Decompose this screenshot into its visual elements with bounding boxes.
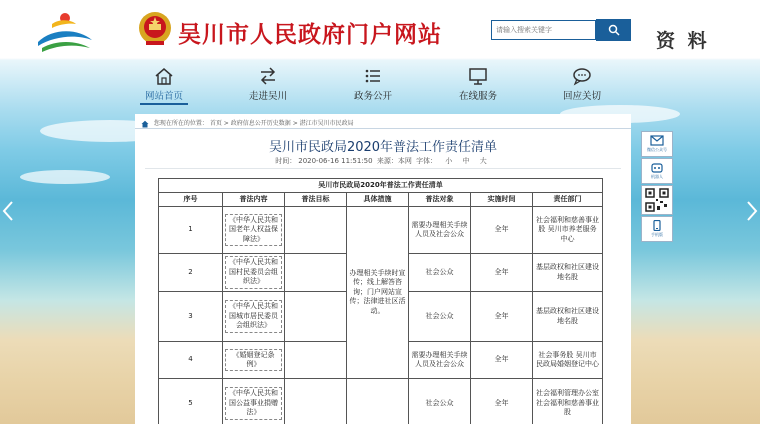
robot-icon xyxy=(650,162,664,173)
table-caption: 吴川市民政局2020年普法工作责任清单 xyxy=(159,179,603,193)
monitor-icon xyxy=(467,66,489,86)
site-header xyxy=(0,0,760,60)
law-name: 《婚姻登记条例》 xyxy=(225,349,282,372)
article-meta xyxy=(135,156,631,166)
search-icon xyxy=(608,24,620,36)
sidebar-item-label: 微信公众号 xyxy=(647,147,667,152)
cell-content xyxy=(223,379,285,424)
cell-dept: 基层政权和社区建设地名股 xyxy=(533,254,603,292)
nav-item-label: 网站首页 xyxy=(140,88,188,105)
site-logo[interactable] xyxy=(30,8,100,56)
cell-goal xyxy=(285,207,347,254)
meta-font-label: 字体： xyxy=(416,157,438,165)
cell-goal xyxy=(285,254,347,292)
font-size-large[interactable]: 大 xyxy=(479,157,487,165)
prev-arrow-icon[interactable] xyxy=(2,200,14,222)
qrcode-icon xyxy=(645,188,669,212)
national-emblem-icon xyxy=(138,11,172,47)
breadcrumb-link-bureau[interactable]: 湛江市吴川市民政局 xyxy=(299,120,354,127)
cell-time: 全年 xyxy=(471,207,533,254)
cell-time: 全年 xyxy=(471,342,533,379)
main-nav xyxy=(0,66,760,106)
article-title: 吴川市民政局2020年普法工作责任清单 xyxy=(268,140,498,155)
column-header: 具体措施 xyxy=(347,193,409,207)
breadcrumb xyxy=(141,118,354,128)
archive-badge: 资 料 xyxy=(656,30,710,52)
cell-dept: 社会福利和慈善事业股 吴川市养老服务中心 xyxy=(533,207,603,254)
divider xyxy=(135,128,631,129)
font-size-medium[interactable]: 中 xyxy=(462,157,470,165)
nav-item-home[interactable] xyxy=(140,66,188,105)
cell-target: 社会公众 xyxy=(409,254,471,292)
table-row xyxy=(159,207,603,254)
article-panel xyxy=(135,114,631,424)
cell-dept: 基层政权和社区建设地名股 xyxy=(533,292,603,342)
table-row xyxy=(159,379,603,424)
cell-no: 5 xyxy=(159,379,223,424)
cell-content xyxy=(223,207,285,254)
swap-icon xyxy=(257,66,279,86)
cell-content xyxy=(223,254,285,292)
phone-icon xyxy=(650,220,664,231)
law-name: 《中华人民共和国城市居民委员会组织法》 xyxy=(225,300,282,332)
cell-dept: 社会事务股 吴川市民政局婚姻登记中心 xyxy=(533,342,603,379)
column-header: 普法目标 xyxy=(285,193,347,207)
home-icon xyxy=(153,66,175,86)
nav-item-response[interactable] xyxy=(558,66,606,102)
meta-time-label: 时间： xyxy=(275,157,297,165)
mail-icon xyxy=(650,135,664,146)
cell-target: 需要办理相关手续人员及社会公众 xyxy=(409,342,471,379)
breadcrumb-separator: > xyxy=(292,120,298,127)
responsibility-table xyxy=(158,178,602,424)
sidebar-item-label: 手机版 xyxy=(651,232,663,237)
column-header: 普法对象 xyxy=(409,193,471,207)
meta-time: 2020-06-16 11:51:50 xyxy=(298,157,373,165)
cell-target: 需要办理相关手续人员及社会公众 xyxy=(409,207,471,254)
breadcrumb-prefix: 您现在所在的位置： xyxy=(153,120,208,127)
cell-time: 全年 xyxy=(471,379,533,424)
cell-measure: 办理相关手续时宣传；线上解答咨询；门户网站宣传；法律进社区活动。 xyxy=(347,207,409,379)
cell-target: 社会公众 xyxy=(409,379,471,424)
column-header: 实施时间 xyxy=(471,193,533,207)
law-name: 《中华人民共和国村民委员会组织法》 xyxy=(225,256,282,288)
cell-no: 4 xyxy=(159,342,223,379)
sidebar-item-qrcode[interactable] xyxy=(641,185,673,215)
list-icon xyxy=(362,66,384,86)
law-name: 《中华人民共和国公益事业捐赠法》 xyxy=(225,387,282,419)
nav-item-about[interactable] xyxy=(244,66,292,102)
cell-no: 2 xyxy=(159,254,223,292)
search-button[interactable] xyxy=(596,19,631,41)
nav-item-label: 走进吴川 xyxy=(248,91,287,102)
column-header: 序号 xyxy=(159,193,223,207)
site-title: 吴川市人民政府门户网站 xyxy=(178,22,442,48)
chat-icon xyxy=(571,66,593,86)
cell-no: 3 xyxy=(159,292,223,342)
column-header: 责任部门 xyxy=(533,193,603,207)
nav-item-label: 在线服务 xyxy=(458,91,497,102)
search-input[interactable] xyxy=(491,20,596,40)
column-header: 普法内容 xyxy=(223,193,285,207)
cell-measure xyxy=(347,379,409,424)
sidebar-item-mobile[interactable] xyxy=(641,216,673,242)
breadcrumb-link-home[interactable]: 首页 xyxy=(209,120,222,127)
cell-goal xyxy=(285,292,347,342)
nav-item-gov-open[interactable] xyxy=(349,66,397,102)
breadcrumb-separator: > xyxy=(223,120,229,127)
nav-item-label: 回应关切 xyxy=(562,91,601,102)
cell-content xyxy=(223,292,285,342)
law-name: 《中华人民共和国老年人权益保障法》 xyxy=(225,214,282,246)
cloud xyxy=(20,170,110,184)
divider xyxy=(145,168,621,169)
cell-no: 1 xyxy=(159,207,223,254)
table-header-row xyxy=(159,193,603,207)
floating-sidebar xyxy=(641,131,673,243)
home-icon xyxy=(141,120,149,128)
sidebar-item-robot[interactable] xyxy=(641,158,673,184)
breadcrumb-link-history[interactable]: 政府信息公开历史数据 xyxy=(230,120,291,127)
nav-item-label: 政务公开 xyxy=(353,91,392,102)
cell-target: 社会公众 xyxy=(409,292,471,342)
cell-content xyxy=(223,342,285,379)
sidebar-item-wechat[interactable] xyxy=(641,131,673,157)
nav-item-online-service[interactable] xyxy=(454,66,502,102)
cell-time: 全年 xyxy=(471,254,533,292)
meta-source: 来源：本网 xyxy=(376,157,412,165)
cell-goal xyxy=(285,342,347,379)
sidebar-item-label: 机器人 xyxy=(651,174,663,179)
cell-dept: 社会福利管理办公室 社会福利和慈善事业股 xyxy=(533,379,603,424)
font-size-small[interactable]: 小 xyxy=(445,157,453,165)
next-arrow-icon[interactable] xyxy=(746,200,758,222)
cell-goal xyxy=(285,379,347,424)
cell-time: 全年 xyxy=(471,292,533,342)
